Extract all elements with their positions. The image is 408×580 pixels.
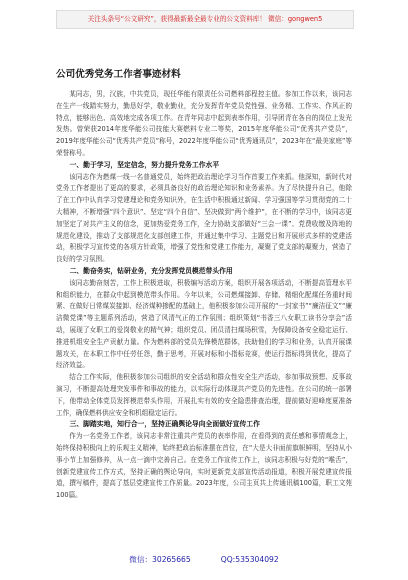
footer-wechat: 微信：30265665: [129, 555, 191, 564]
section-heading-1: 一、勤于学习，坚定信念，努力提升党务工作水平: [69, 160, 220, 169]
intro-paragraph: 某同志，男，汉族，中共党员，现任华能有限责任公司燃料部程控主值。参加工作以来，该同志在生产一线踏实努力，勤恳好学，敬业勤业，充分发挥青年党员党性强、业务精、工作实、作风正的特点，能够出色、高效地完成各项工作。在青年同志中起到表率作用，引导团青在各自的岗位上发光发热。曾荣获2014年度华能公司技能大赛燃料专业二等奖，2015年度华能公司“优秀共产党员”，2019年度华能公司“优秀共产党员”称号，2022年度华能公司“优秀通讯员”，2023年在“最美家庭”等荣誉称号。: [56, 90, 352, 157]
banner-text: 关注头条号“公文研究”，获得最新最全最专业的公文资料库！ 微信：gongwen5: [87, 15, 323, 23]
document-body: [56, 89, 352, 502]
section-1-paragraph: 该同志作为燃煤一线一名普通党员，始终把政治理论学习当作首要工作来抓。他深知，新时代对党务工作者提出了更高的要求，必须具备良好的政治理论知识和业务素养。为了尽快提升自己，他除了在工作中认真学习党建理论和党务知识外，在生活中积极通过新闻、学习强国等学习贯彻党的二十大精神，不断增强“四个意识”、坚定“四个自信”、坚决做到“两个维护”，在不断的学习中，该同志更加坚定了对共产主义的信念，更加热爱党务工作，全力协助支部做好“三会一课”、党费收缴及阵地的规范化建设，推动了支部规范化支部创建工作，并通过集中学习、主题党日和开展形式多样的党建活动，积极学习宣传党的各项方针政策，增强了党性和党建工作能力，凝聚了党支部的凝聚力，营造了良好的学习氛围。: [56, 172, 352, 264]
section-3-paragraph: 作为一名党务工作者，该同志非常注重共产党员的表率作用，在看得到的责任感和事情观念上，始终保持积极向上的乐观主义精神，始终把政治标准摆在首位，在“大是大非面前旗帜鲜明，坚持从小事小节上加强修养，从一点一滴中完善自己。在党务工作宣传工作上，该同志积极与好党的“喉舌”，创新党建宣传工作方式，坚持正确的舆论导向，实时更新党支部宣传活动报道，积极开展党建宣传报道，撰写稿件，提高了基层党建宣传工作质量。2023年度，公司主页共上传通讯稿100篇，职工文苑100篇。: [56, 432, 352, 500]
footer-contact: [0, 551, 408, 568]
section-2-paragraph-1: 该同志勤奋刻苦，工作上积极进取，积极编写活动方案，组织开展各项活动，不断提高管理水平和组织能力，在群众中起到模范带头作用。今年以来，公司燃煤接卸、存储、精细化配煤任务重时间紧、在做好日常煤炭接卸、经济煤种掺配的基础上，他积极参加公司开展的“一封家书”“廉洁征文”“廉洁微党课”等主题系列活动，营造了风清气正的工作氛围；组织策划“书香三八女职工读书分享会”活动，展现了女职工的爱岗敬业的精气神；组织党员、团员清扫煤场积雪，为保障设备安全稳定运行、推进机组安全生产贡献力量。作为燃料部的党员先锋模范群体，扶助他们的学习和业务，认真开展课题攻关，在本职工作中任劳任怨，勤于思考，开展对标和小指标竞赛，使运行指标得到优化，提高了经济效益。: [56, 278, 352, 370]
section-heading-2: 二、勤奋务实，钻研业务，充分发挥党员模范带头作用: [69, 266, 233, 275]
header-banner: [56, 10, 354, 29]
section-2-paragraph-2: 结合工作实际，他积极参加公司组织的安全活动和群众性安全生产活动，参加事故预想、反事故演习，不断提高处理突发事件和事故的能力，以实际行动体现共产党员的先进性。在公司的统一部署下，他带动全体党员发挥模范带头作用，开展扎实有效的安全隐患排查治理，提前做好迎峰度夏准备工作，确保燃料供应安全和机组稳定运行。: [56, 373, 352, 417]
document-title: 公司优秀党务工作者事迹材料: [56, 69, 181, 80]
section-heading-3: 三、脚踏实地，知行合一，坚持正确舆论导向全面做好宣传工作: [69, 420, 260, 429]
footer-qq: QQ:535304092: [220, 555, 279, 564]
